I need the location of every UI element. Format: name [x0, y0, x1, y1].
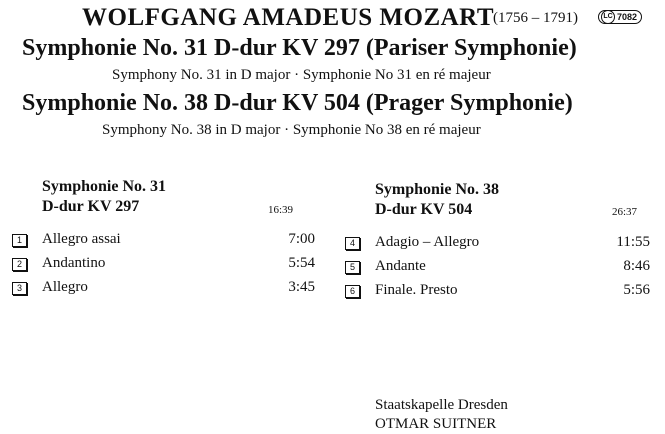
track-number-badge: 3	[12, 282, 27, 295]
work-title-1: Symphonie No. 31 D-dur KV 297 (Pariser Symphonie)	[22, 35, 577, 61]
label-code-badge	[598, 10, 642, 24]
track-title: Andante	[375, 258, 426, 274]
track-number-badge: 6	[345, 285, 360, 298]
track-duration: 5:56	[623, 282, 650, 298]
track-title: Andantino	[42, 255, 106, 271]
track-duration: 3:45	[288, 279, 315, 295]
label-code-number: 7082	[617, 12, 638, 22]
column-heading-line2: D-dur KV 504	[375, 201, 473, 218]
track-number-badge: 1	[12, 234, 27, 247]
track-title: Allegro	[42, 279, 88, 295]
composer-dates: (1756 – 1791)	[493, 10, 578, 26]
work-title-2: Symphonie No. 38 D-dur KV 504 (Prager Symphonie)	[22, 90, 573, 116]
total-duration-symphony-31: 16:39	[268, 204, 294, 216]
track-number-badge: 5	[345, 261, 360, 274]
track-duration: 5:54	[288, 255, 315, 271]
track-duration: 7:00	[288, 231, 315, 247]
performers	[375, 396, 508, 434]
column-heading-line1: Symphonie No. 38	[375, 181, 500, 198]
orchestra-name: Staatskapelle Dresden	[375, 397, 508, 413]
track-title: Adagio – Allegro	[375, 234, 480, 250]
column-heading-symphony-31	[42, 177, 166, 217]
track-title: Finale. Presto	[375, 282, 458, 298]
column-heading-line1: Symphonie No. 31	[42, 178, 167, 195]
column-heading-line2: D-dur KV 297	[42, 198, 140, 215]
work-subtitle-2: Symphony No. 38 in D major · Symphonie No 38 en ré majeur	[102, 122, 481, 138]
column-heading-symphony-38	[375, 180, 499, 220]
track-number-badge: 4	[345, 237, 360, 250]
work-subtitle-1: Symphony No. 31 in D major · Symphonie No 31 en ré majeur	[112, 67, 491, 83]
track-duration: 8:46	[623, 258, 650, 274]
label-code-mark: LC	[601, 10, 615, 24]
track-title: Allegro assai	[42, 231, 121, 247]
track-number-badge: 2	[12, 258, 27, 271]
track-duration: 11:55	[616, 234, 650, 250]
total-duration-symphony-38: 26:37	[612, 206, 638, 218]
conductor-name: OTMAR SUITNER	[375, 416, 497, 432]
composer-name: WOLFGANG AMADEUS MOZART	[82, 4, 495, 31]
